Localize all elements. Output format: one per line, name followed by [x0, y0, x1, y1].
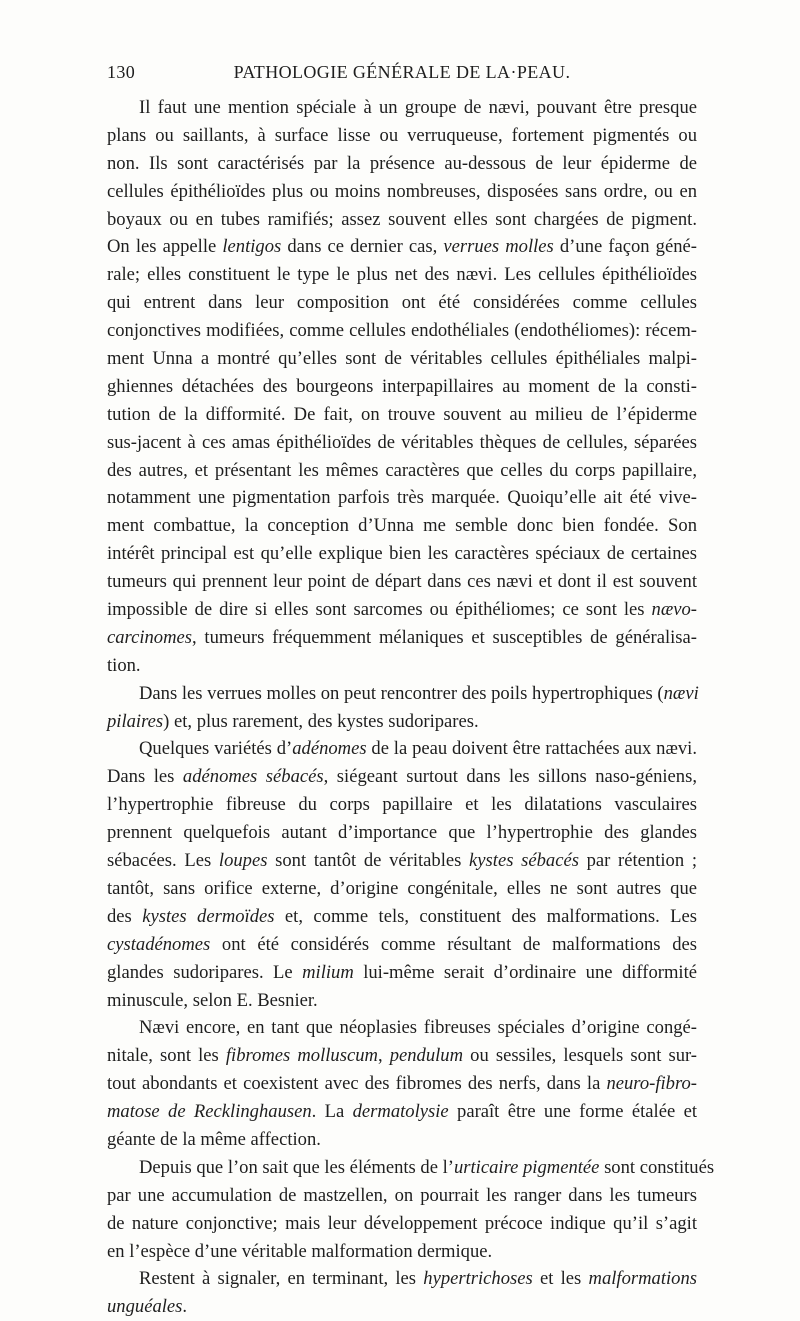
text-run: boyaux ou en tubes ramifiés; assez souvent elles sont chargées de pigment. [107, 208, 697, 230]
running-title: PATHOLOGIE GÉNÉRALE DE LA·PEAU. [233, 62, 571, 82]
text-run: ghiennes détachées des bourgeons interpapillaires au moment de la consti- [107, 375, 697, 397]
text-line [107, 680, 697, 708]
text-line [107, 1265, 697, 1293]
text-line [107, 596, 697, 624]
text-line [107, 708, 697, 736]
text-run: , tumeurs fréquemment mélaniques et susceptibles de généralisa- [192, 626, 697, 648]
text-run: rale; elles constituent le type le plus net des nævi. Les cellules épithélioïdes [107, 264, 697, 286]
italic-term: neuro-fibro- [606, 1073, 697, 1095]
italic-term: nævi [663, 682, 699, 704]
text-line [107, 150, 697, 178]
text-run: de nature conjonctive; mais leur développement précoce indique qu’il s’agit [107, 1212, 697, 1234]
italic-term: pilaires [107, 710, 164, 732]
text-line [107, 1014, 697, 1042]
text-line [107, 903, 697, 931]
text-line [107, 373, 697, 401]
text-run: glandes sudoripares. Le [107, 961, 303, 983]
text-line [107, 94, 697, 122]
text-line [107, 540, 697, 568]
text-line [107, 261, 697, 289]
text-line [107, 122, 697, 150]
italic-term: dermatolysie [352, 1101, 449, 1123]
text-run: des [107, 905, 143, 927]
text-line [107, 1238, 697, 1266]
text-run: sébacées. Les [107, 850, 219, 872]
page-number: 130 [107, 62, 136, 82]
italic-term: pendulum [389, 1045, 464, 1067]
text-line [107, 512, 697, 540]
italic-term: milium [302, 961, 354, 983]
italic-term: kystes sébacés [469, 850, 579, 872]
italic-term: urticaire pigmentée [453, 1156, 600, 1178]
text-run: notamment une pigmentation parfois très marquée. Quoiqu’elle ait été vive- [107, 487, 697, 509]
text-run: des autres, et présentant les mêmes caractères que celles du corps papillaire, [107, 459, 697, 481]
text-run: . La [311, 1101, 353, 1123]
italic-term: matose de Recklinghausen [107, 1101, 312, 1123]
text-run: minuscule, selon E. Besnier. [107, 989, 318, 1011]
text-run: On les appelle [107, 236, 223, 258]
text-line [107, 1210, 697, 1238]
italic-term: lentigos [222, 236, 282, 258]
text-line [107, 401, 697, 429]
text-line [107, 429, 697, 457]
text-run: impossible de dire si elles sont sarcomes ou épithéliomes; ce sont les [107, 599, 652, 621]
text-run: et les [532, 1268, 589, 1290]
text-line [107, 959, 697, 987]
text-run: de la peau doivent être rattachées aux nævi. [366, 738, 697, 760]
text-line [107, 735, 697, 763]
text-run: Depuis que l’on sait que les éléments de l’ [139, 1156, 454, 1178]
text-run: tumeurs qui prennent leur point de départ dans ces nævi et dont il est souvent [107, 571, 697, 593]
text-line [107, 345, 697, 373]
text-line [107, 1042, 697, 1070]
text-line [107, 568, 697, 596]
text-run: conjonctives modifiées, comme cellules endothéliales (endothéliomes): récem- [107, 320, 697, 342]
text-line [107, 1098, 697, 1126]
italic-term: adénomes [292, 738, 367, 760]
text-run: ment Unna a montré qu’elles sont de véritables cellules épithéliales malpi- [107, 348, 697, 370]
text-run: ou sessiles, lesquels sont sur- [463, 1045, 697, 1067]
text-run: qui entrent dans leur composition ont été considérées comme cellules [107, 292, 697, 314]
body-text [107, 94, 715, 1321]
text-run: sont tantôt de véritables [267, 850, 470, 872]
text-line [107, 1154, 715, 1182]
text-line [107, 819, 697, 847]
text-line [107, 1070, 697, 1098]
text-line [107, 206, 697, 234]
italic-term: adénomes sébacés [182, 766, 324, 788]
italic-term: malformations [588, 1268, 697, 1290]
italic-term: unguéales [107, 1296, 183, 1318]
text-run: géante de la même affection. [107, 1128, 321, 1150]
italic-term: cystadénomes [107, 933, 211, 955]
text-run: , [377, 1045, 390, 1067]
italic-term: verrues molles [443, 236, 554, 258]
italic-term: kystes dermoïdes [142, 905, 275, 927]
text-line [107, 624, 697, 652]
text-run: tution de la difformité. De fait, on trouve souvent au milieu de l’épiderme [107, 403, 697, 425]
text-run: cellules épithélioïdes plus ou moins nombreuses, disposées sans ordre, ou en [107, 180, 697, 202]
text-line [107, 233, 697, 261]
text-run: nitale, sont les [107, 1045, 226, 1067]
text-run: par rétention ; [578, 850, 697, 872]
text-run: Quelques variétés d’ [139, 738, 293, 760]
text-run: et, comme tels, constituent des malformations. Les [274, 905, 697, 927]
text-run: Dans les verrues molles on peut rencontrer des poils hypertrophiques ( [139, 682, 664, 704]
text-run: , siégeant surtout dans les sillons naso-géniens, [323, 766, 697, 788]
text-line [107, 317, 697, 345]
text-line [107, 1293, 697, 1321]
text-line [107, 1182, 697, 1210]
text-run: ment combattue, la conception d’Unna me semble donc bien fondée. Son [107, 515, 697, 537]
text-run: prennent quelquefois autant d’importance que l’hypertrophie des glandes [107, 822, 697, 844]
text-run: ) et, plus rarement, des kystes sudoripares. [163, 710, 479, 732]
text-run: tantôt, sans orifice externe, d’origine congénitale, elles ne sont autres que [107, 877, 697, 899]
text-run: lui-même serait d’ordinaire une difformité [353, 961, 697, 983]
text-run: . [182, 1296, 188, 1318]
italic-term: loupes [218, 850, 268, 872]
text-line [107, 178, 697, 206]
text-line [107, 1126, 697, 1154]
text-run: paraît être une forme étalée et [448, 1101, 697, 1123]
text-run: Restent à signaler, en terminant, les [139, 1268, 424, 1290]
text-run: Dans les [107, 766, 183, 788]
text-run: Il faut une mention spéciale à un groupe de nævi, pouvant être presque [139, 97, 697, 118]
text-run: par une accumulation de mastzellen, on pourrait les ranger dans les tumeurs [107, 1184, 697, 1206]
text-line [107, 847, 697, 875]
text-run: l’hypertrophie fibreuse du corps papillaire et les dilatations vasculaires [107, 794, 697, 816]
italic-term: nævo- [651, 599, 697, 621]
text-run: plans ou saillants, à surface lisse ou verruqueuse, fortement pigmentés ou [107, 124, 697, 146]
text-line [107, 875, 697, 903]
text-run: sus-jacent à ces amas épithélioïdes de véritables thèques de cellules, séparées [107, 431, 697, 453]
text-line [107, 457, 697, 485]
text-line [107, 652, 697, 680]
text-run: intérêt principal est qu’elle explique bien les caractères spéciaux de certaines [107, 543, 697, 565]
text-line [107, 931, 697, 959]
italic-term: fibromes molluscum [225, 1045, 378, 1067]
text-line [107, 484, 697, 512]
text-line [107, 289, 697, 317]
text-line [107, 987, 697, 1015]
italic-term: carcinomes [107, 626, 193, 648]
text-run: Nævi encore, en tant que néoplasies fibreuses spéciales d’origine congé- [139, 1017, 697, 1039]
italic-term: hypertrichoses [423, 1268, 533, 1290]
text-run: en l’espèce d’une véritable malformation dermique. [107, 1240, 493, 1262]
text-line [107, 791, 697, 819]
text-run: d’une façon géné- [553, 236, 697, 258]
text-run: tout abondants et coexistent avec des fibromes des nerfs, dans la [107, 1073, 607, 1095]
text-run: sont constitués [599, 1156, 715, 1178]
page-header [107, 62, 697, 92]
text-run: ont été considérés comme résultant de malformations des [210, 933, 697, 955]
text-run: dans ce dernier cas, [281, 236, 444, 258]
text-line [107, 763, 697, 791]
text-run: tion. [107, 654, 141, 676]
text-run: non. Ils sont caractérisés par la présence au-dessous de leur épiderme de [107, 152, 697, 174]
